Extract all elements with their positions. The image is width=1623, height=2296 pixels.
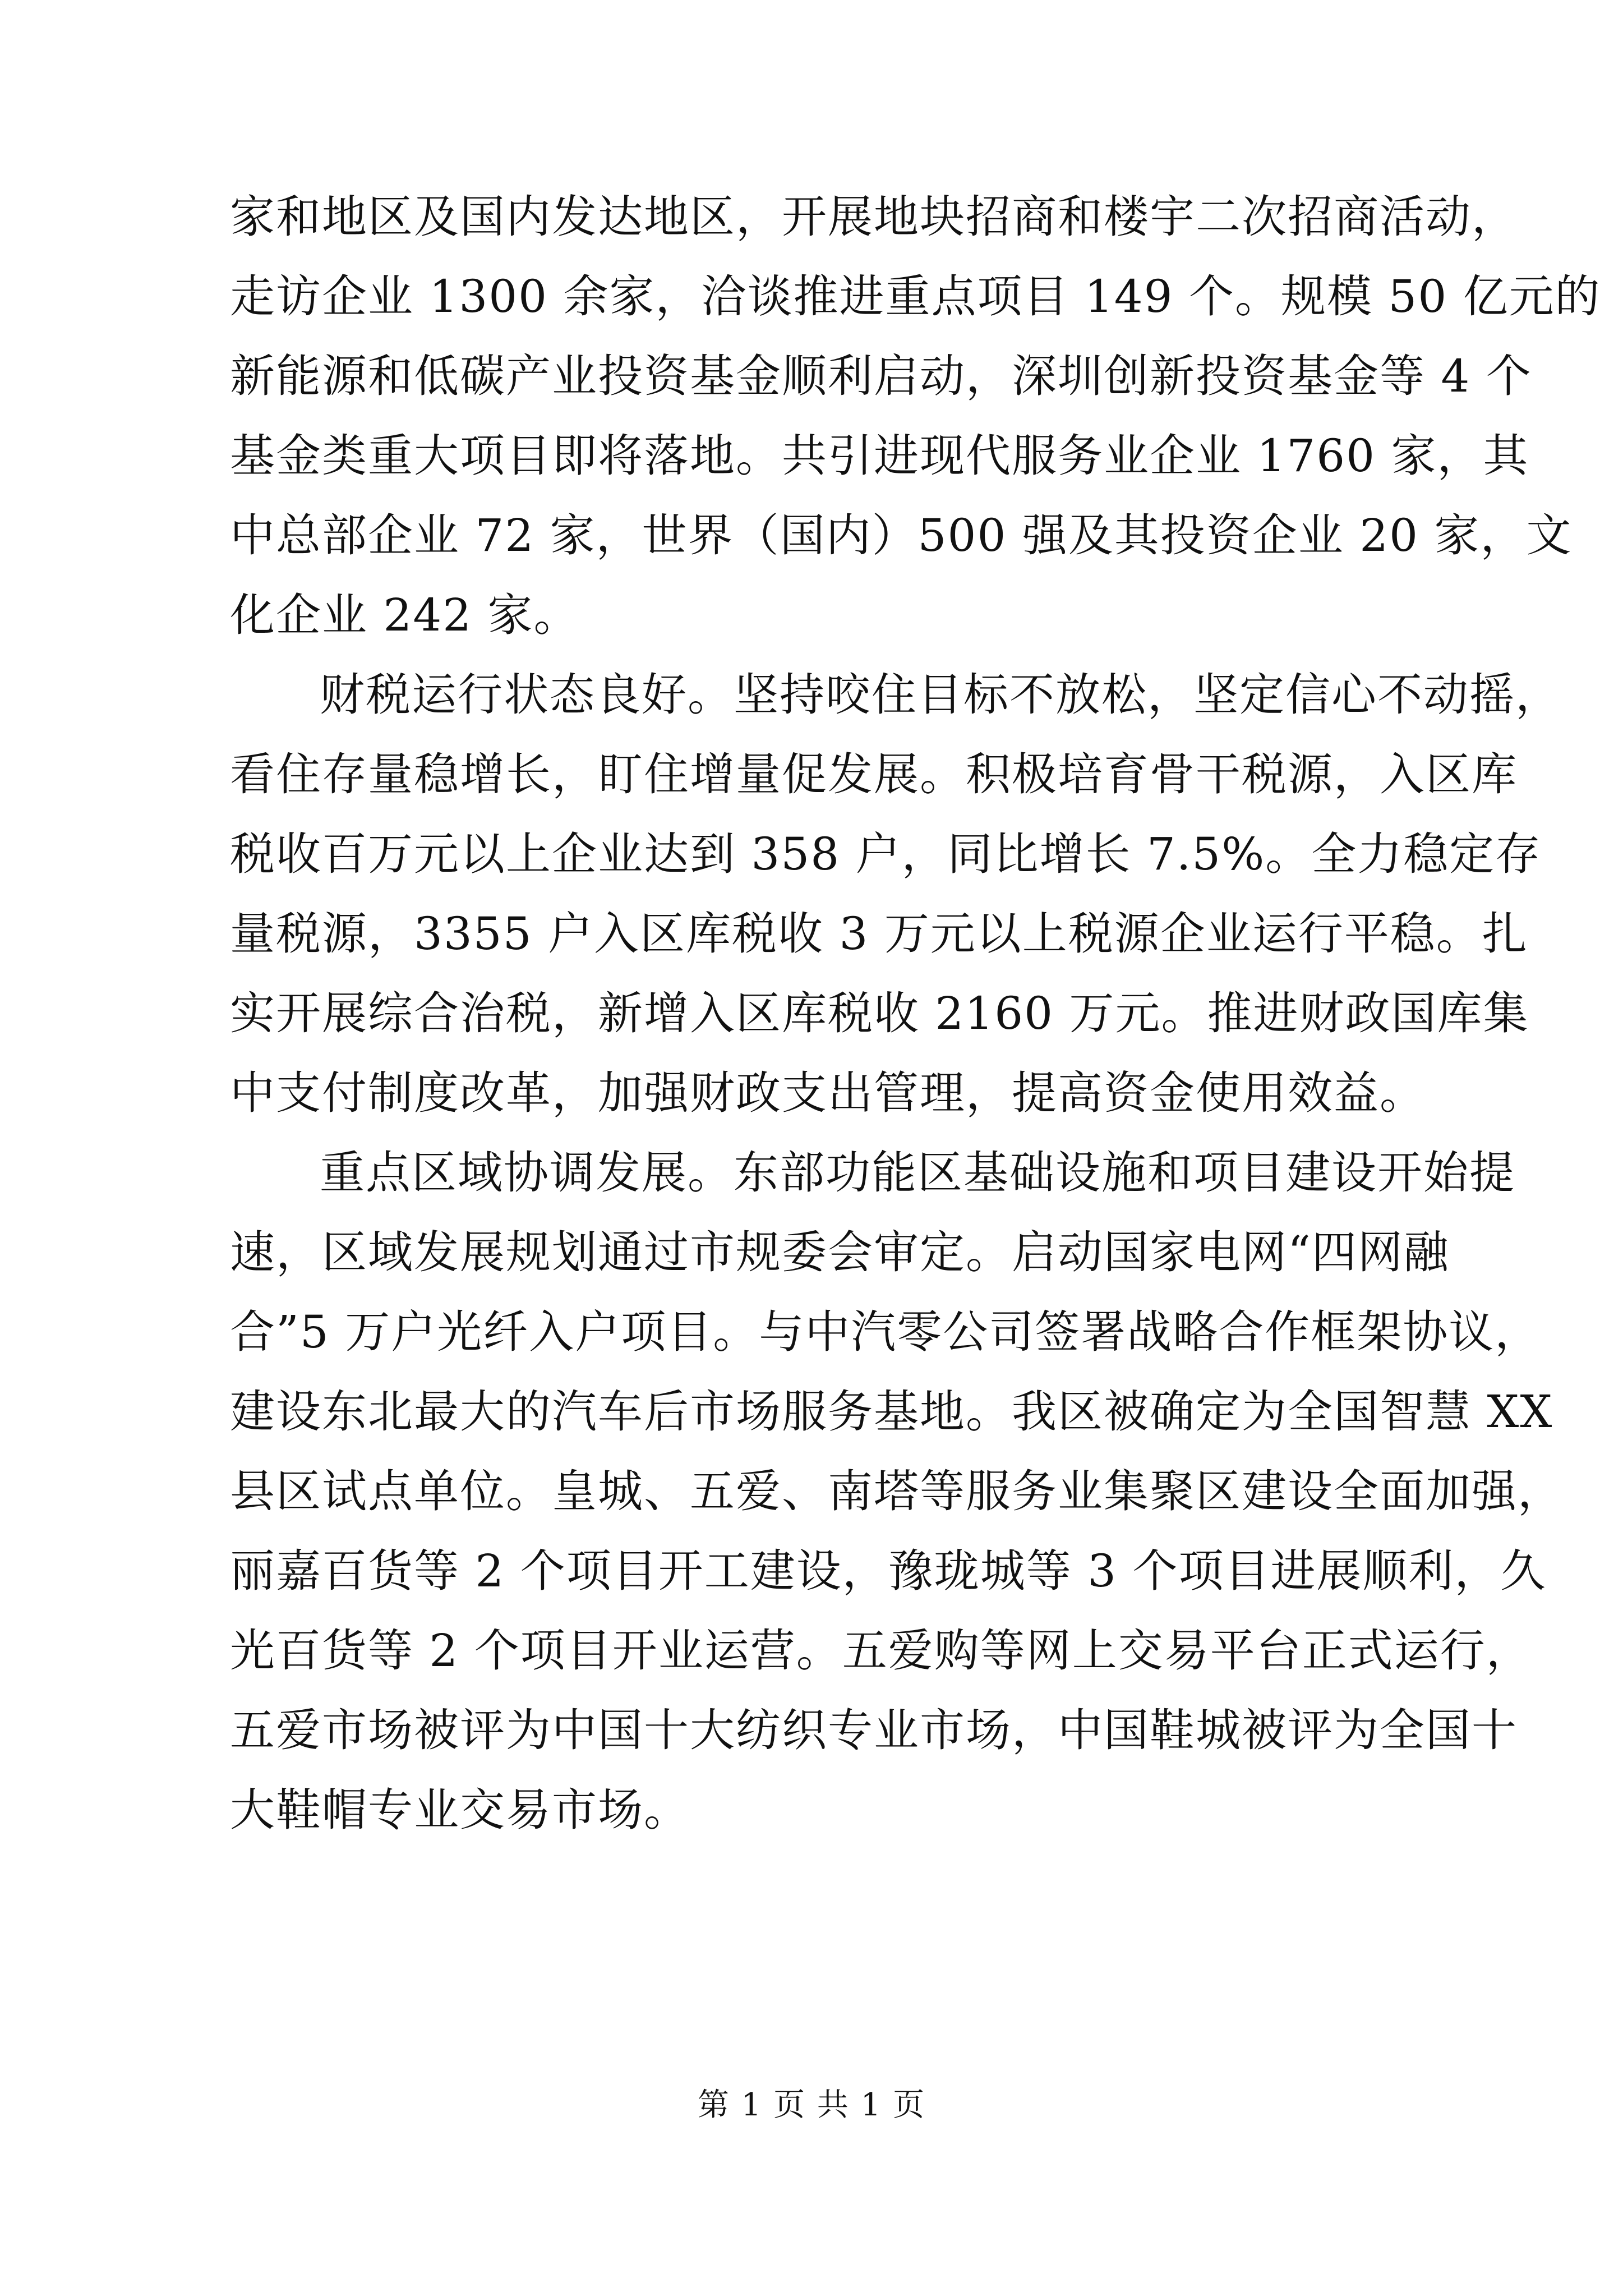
text-line: 大鞋帽专业交易市场。 — [230, 1784, 690, 1836]
text-line: 速，区域发展规划通过市规委会审定。启动国家电网“四网融 — [230, 1226, 1450, 1278]
text-line: 财税运行状态良好。坚持咬住目标不放松，坚定信心不动摇， — [320, 669, 1561, 721]
document-body — [230, 177, 1601, 1850]
paragraph-regional — [230, 1133, 1564, 1850]
text-line: 中支付制度改革，加强财政支出管理，提高资金使用效益。 — [230, 1067, 1426, 1119]
text-line: 量税源，3355 户入区库税收 3 万元以上税源企业运行平稳。扎 — [230, 908, 1528, 960]
paragraph-fiscal — [230, 655, 1561, 1133]
text-line: 走访企业 1300 余家，洽谈推进重点项目 149 个。规模 50 亿元的 — [230, 270, 1601, 323]
text-line: 新能源和低碳产业投资基金顺利启动，深圳创新投资基金等 4 个 — [230, 350, 1532, 402]
text-line: 合”5 万户光纤入户项目。与中汽零公司签署战略合作框架协议， — [230, 1306, 1541, 1358]
text-line: 家和地区及国内发达地区，开展地块招商和楼宇二次招商活动， — [230, 191, 1518, 243]
text-line: 实开展综合治税，新增入区库税收 2160 万元。推进财政国库集 — [230, 987, 1529, 1039]
paragraph-investment — [230, 177, 1601, 655]
text-line: 税收百万元以上企业达到 358 户，同比增长 7.5%。全力稳定存 — [230, 828, 1542, 880]
text-line: 看住存量稳增长，盯住增量促发展。积极培育骨干税源，入区库 — [230, 748, 1518, 800]
text-line: 重点区域协调发展。东部功能区基础设施和项目建设开始提 — [320, 1147, 1515, 1199]
text-line: 基金类重大项目即将落地。共引进现代服务业企业 1760 家，其 — [230, 430, 1529, 482]
text-line: 中总部企业 72 家，世界（国内）500 强及其投资企业 20 家，文 — [230, 509, 1573, 562]
text-line: 建设东北最大的汽车后市场服务基地。我区被确定为全国智慧 XX — [230, 1386, 1553, 1438]
text-line: 光百货等 2 个项目开业运营。五爱购等网上交易平台正式运行， — [230, 1625, 1532, 1677]
page-footer: 第 1 页 共 1 页 — [697, 2087, 926, 2123]
text-line: 化企业 242 家。 — [230, 589, 580, 641]
text-line: 县区试点单位。皇城、五爱、南塔等服务业集聚区建设全面加强， — [230, 1465, 1564, 1517]
text-line: 丽嘉百货等 2 个项目开工建设，豫珑城等 3 个项目进展顺利，久 — [230, 1545, 1547, 1597]
text-line: 五爱市场被评为中国十大纺织专业市场，中国鞋城被评为全国十 — [230, 1704, 1518, 1756]
